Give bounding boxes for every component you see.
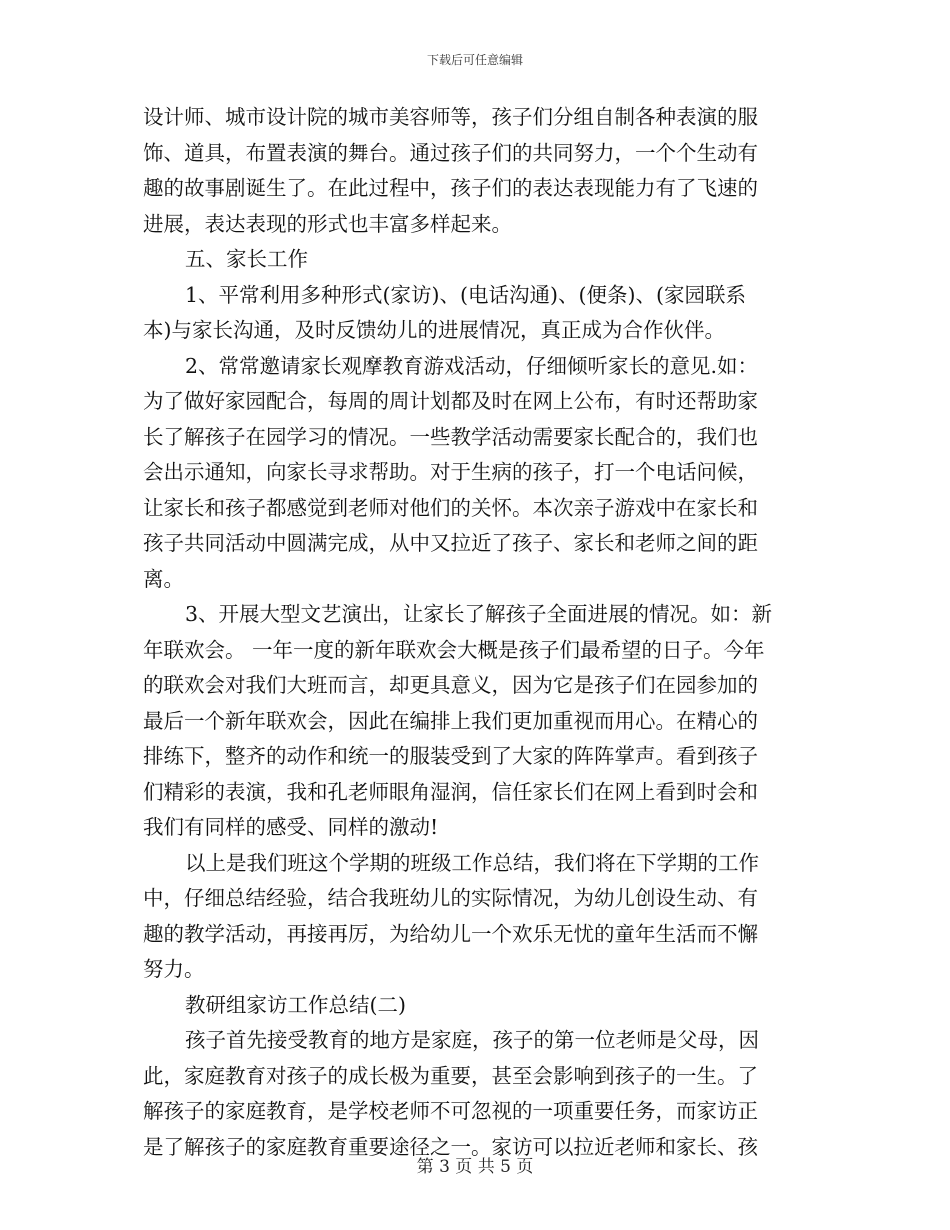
page-number: 第 3 页 共 5 页 (416, 1157, 534, 1177)
text-line: 中，仔细总结经验，结合我班幼儿的实际情况，为幼儿创设生动、有 (143, 886, 758, 910)
text-line: 会出示通知，向家长寻求帮助。对于生病的孩子，打一个电话问候， (143, 460, 758, 484)
text-line: 年联欢会。 一年一度的新年联欢会大概是孩子们最希望的日子。今年 (143, 637, 765, 662)
text-line: 让家长和孩子都感觉到老师对他们的关怀。本次亲子游戏中在家长和 (143, 495, 758, 520)
text-line: 孩子首先接受教育的地方是家庭，孩子的第一位老师是父母，因 (185, 1028, 759, 1052)
text-line: 3、开展大型文艺演出，让家长了解孩子全面进展的情况。如：新 (185, 602, 773, 626)
text-line: 解孩子的家庭教育，是学校老师不可忽视的一项重要任务，而家访正 (143, 1099, 758, 1123)
document-body (143, 100, 807, 1165)
text-line: 最后一个新年联欢会，因此在编排上我们更加重视而用心。在精心的 (143, 708, 758, 733)
text-line: 设计师、城市设计院的城市美容师等，孩子们分组自制各种表演的服 (143, 105, 758, 129)
text-line: 进展，表达表现的形式也丰富多样起来。 (143, 211, 512, 236)
section-title: 教研组家访工作总结(二) (185, 992, 406, 1017)
text-line: 离。 (143, 566, 184, 591)
text-line: 排练下，整齐的动作和统一的服装受到了大家的阵阵掌声。看到孩子 (143, 744, 758, 768)
text-line: 趣的故事剧诞生了。在此过程中，孩子们的表达表现能力有了飞速的 (143, 176, 758, 200)
text-line: 趣的教学活动，再接再厉，为给幼儿一个欢乐无忧的童年生活而不懈 (143, 921, 758, 946)
text-line: 们精彩的表演，我和孔老师眼角湿润，信任家长们在网上看到时会和 (143, 779, 758, 804)
text-line: 的联欢会对我们大班而言，却更具意义，因为它是孩子们在园参加的 (143, 673, 758, 697)
text-line: 1、平常利用多种形式(家访)、(电话沟通)、(便条)、(家园联系 (185, 282, 747, 307)
text-line: 此，家庭教育对孩子的成长极为重要，甚至会影响到孩子的一生。了 (143, 1063, 758, 1088)
text-line: 2、常常邀请家长观摩教育游戏活动，仔细倾听家长的意见.如： (185, 353, 759, 378)
text-line: 是了解孩子的家庭教育重要途径之一。家访可以拉近老师和家长、孩 (143, 1134, 758, 1159)
text-line: 长了解孩子在园学习的情况。一些教学活动需要家长配合的，我们也 (143, 424, 758, 449)
text-line: 我们有同样的感受、同样的激动! (143, 815, 439, 839)
page-header: 下载后可任意编辑 (426, 53, 523, 67)
text-line: 孩子共同活动中圆满完成，从中又拉近了孩子、家长和老师之间的距 (143, 531, 758, 555)
text-line: 本)与家长沟通，及时反馈幼儿的进展情况，真正成为合作伙伴。 (143, 318, 725, 342)
text-line: 为了做好家园配合，每周的周计划都及时在网上公布，有时还帮助家 (143, 389, 758, 413)
text-line: 饰、道具，布置表演的舞台。通过孩子们的共同努力，一个个生动有 (143, 140, 758, 165)
section-heading: 五、家长工作 (185, 247, 308, 271)
text-line: 努力。 (143, 957, 205, 981)
text-line: 以上是我们班这个学期的班级工作总结，我们将在下学期的工作 (185, 850, 759, 875)
